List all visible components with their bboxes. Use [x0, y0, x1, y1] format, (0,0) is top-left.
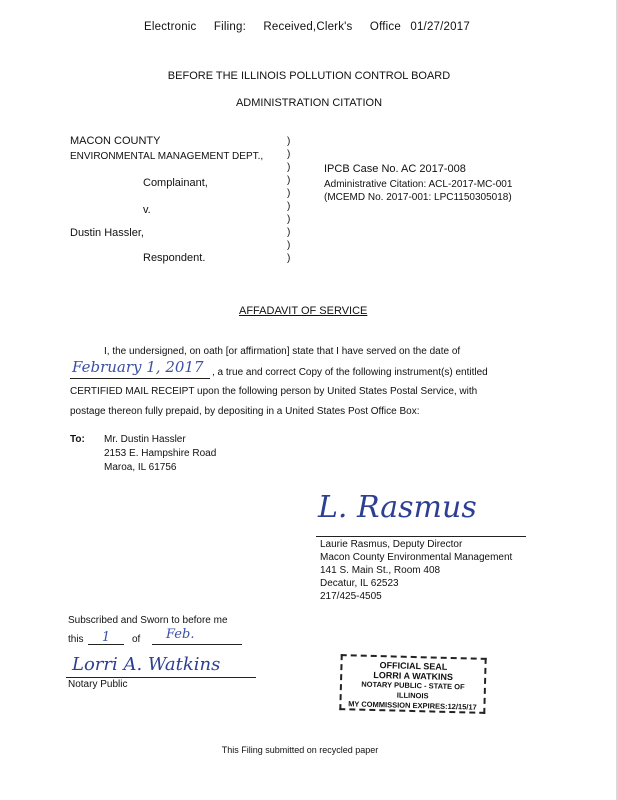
respondent-role: Respondent.	[143, 252, 206, 264]
notary-this: this	[68, 634, 84, 645]
caption-bracket: )	[287, 149, 291, 160]
signer-street: 141 S. Main St., Room 408	[320, 565, 441, 576]
respondent-name: Dustin Hassler,	[70, 227, 144, 239]
caption-bracket: )	[287, 201, 291, 212]
signer-org: Macon County Environmental Management	[320, 552, 513, 563]
affidavit-line3: CERTIFIED MAIL RECEIPT upon the following person by United States Postal Service, with	[70, 386, 478, 397]
case-number: IPCB Case No. AC 2017-008	[324, 163, 466, 175]
notary-month: Feb.	[166, 627, 195, 642]
affidavit-title: AFFADAVIT OF SERVICE	[239, 305, 368, 317]
notary-of: of	[132, 634, 141, 645]
signer-signature-line	[316, 536, 526, 537]
header-date: 01/27/2017	[410, 21, 470, 33]
caption-bracket: )	[287, 227, 291, 238]
official-seal	[339, 654, 486, 714]
notary-day-blank	[88, 628, 124, 645]
notary-signature: Lorri A. Watkins	[72, 654, 221, 675]
handwritten-date: February 1, 2017	[72, 358, 204, 376]
caption-bracket: )	[287, 162, 291, 173]
complainant-name-line2: ENVIRONMENTAL MANAGEMENT DEPT.,	[70, 151, 264, 162]
caption-bracket: )	[287, 175, 291, 186]
signer-name-title: Laurie Rasmus, Deputy Director	[320, 539, 463, 550]
seal-line4: MY COMMISSION EXPIRES:12/15/17	[348, 699, 477, 712]
caption-bracket: )	[287, 240, 291, 251]
filing-header	[144, 21, 470, 33]
board-title: BEFORE THE ILLINOIS POLLUTION CONTROL BOARD	[167, 70, 451, 82]
caption-bracket: )	[287, 188, 291, 199]
signer-signature: L. Rasmus	[318, 490, 477, 525]
notary-subscribed: Subscribed and Sworn to before me	[68, 615, 228, 626]
recipient-city: Maroa, IL 61756	[104, 462, 177, 473]
signer-city: Decatur, IL 62523	[320, 578, 399, 589]
seal-line1: OFFICIAL SEAL	[379, 660, 448, 672]
versus: v.	[143, 204, 151, 216]
complainant-role: Complainant,	[143, 177, 208, 189]
recipient-name: Mr. Dustin Hassler	[104, 434, 186, 445]
footer-note: This Filing submitted on recycled paper	[221, 745, 379, 755]
to-label: To:	[70, 434, 85, 445]
affidavit-line1: I, the undersigned, on oath [or affirmation] state that I have served on the date of	[104, 346, 461, 357]
header-office: Office	[369, 21, 401, 33]
complainant-name-line1: MACON COUNTY	[70, 135, 161, 147]
header-received: Received,Clerk's	[263, 21, 353, 33]
seal-line3: NOTARY PUBLIC - STATE OF ILLINOIS	[361, 679, 465, 701]
caption-bracket: )	[287, 136, 291, 147]
date-blank	[70, 360, 210, 379]
header-filing: Filing:	[213, 21, 246, 33]
admin-citation-number: Administrative Citation: ACL-2017-MC-001	[324, 179, 513, 190]
mcemd-number: (MCEMD No. 2017-001: LPC1150305018)	[324, 192, 512, 203]
header-electronic: Electronic	[144, 21, 197, 33]
notary-label: Notary Public	[68, 679, 128, 690]
affidavit-line2: , a true and correct Copy of the following instrument(s) entitled	[212, 367, 488, 378]
citation-title: ADMINISTRATION CITATION	[235, 97, 383, 109]
caption-bracket: )	[287, 253, 291, 264]
recipient-street: 2153 E. Hampshire Road	[104, 448, 217, 459]
caption-bracket: )	[287, 214, 291, 225]
notary-signature-line	[66, 677, 256, 678]
seal-line2: LORRI A WATKINS	[373, 669, 454, 683]
affidavit-line4: postage thereon fully prepaid, by depositing in a United States Post Office Box:	[70, 406, 420, 417]
notary-day: 1	[101, 630, 111, 645]
notary-month-blank	[152, 628, 242, 645]
signer-phone: 217/425-4505	[320, 591, 382, 602]
